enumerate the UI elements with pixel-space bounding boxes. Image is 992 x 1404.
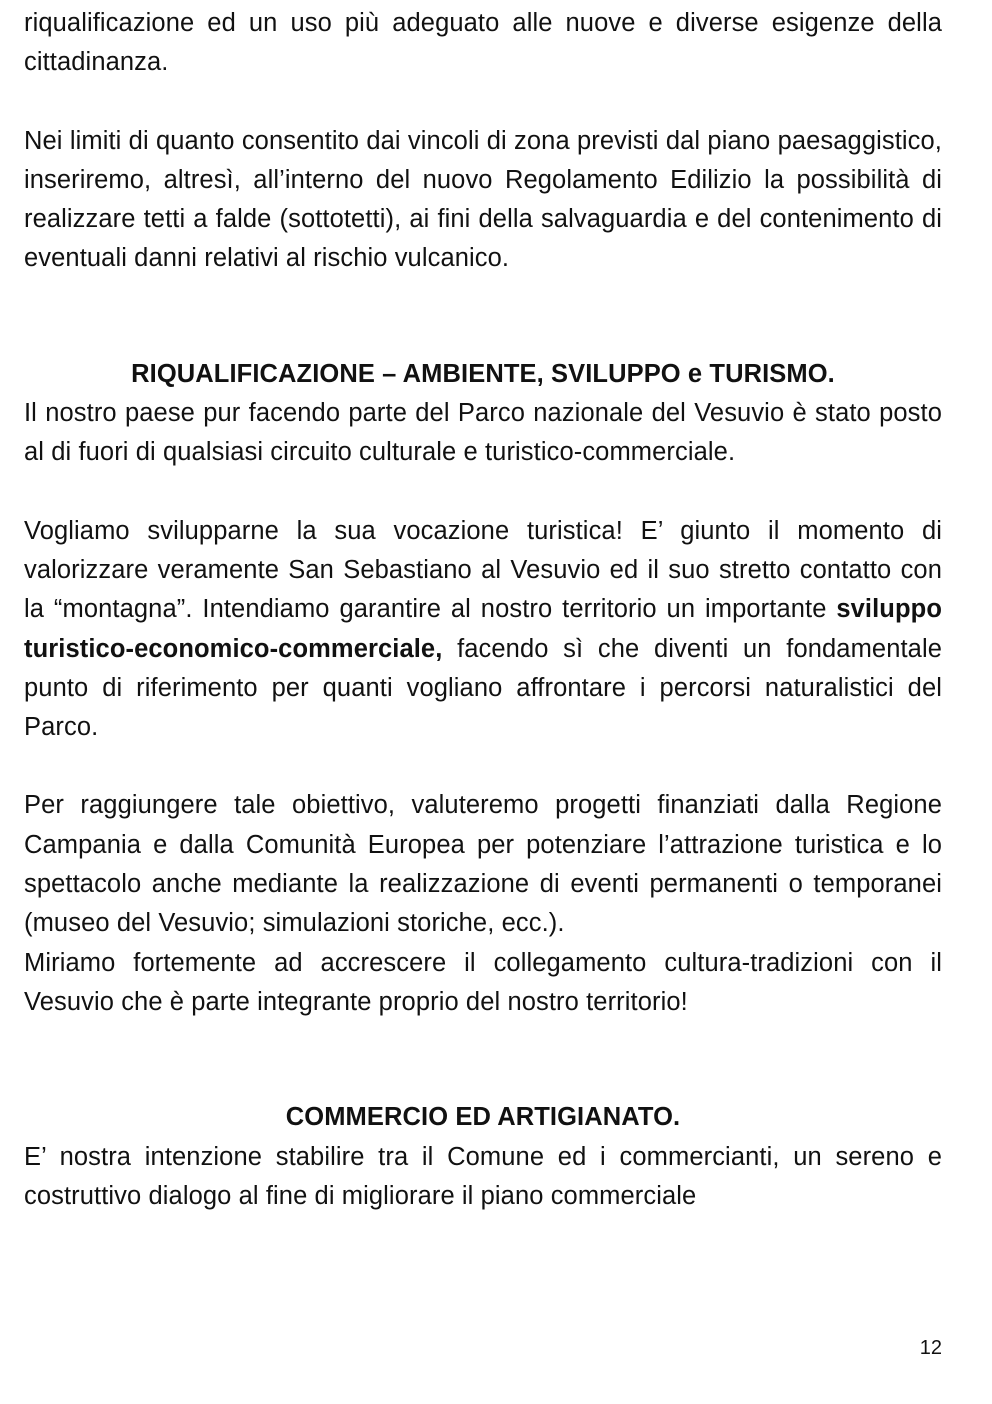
tourism-text-before: Vogliamo svilupparne la sua vocazione turistica! E’ giunto il momento di valorizzare veramente San Sebastiano al Vesuvio ed il suo stretto contatto con la “montagna”. Intendiamo garantire al nostro territorio un importante — [24, 516, 942, 624]
paragraph-building-regulation: Nei limiti di quanto consentito dai vincoli di zona previsti dal piano paesaggistico, inseriremo, altresì, all’interno del nuovo Regolamento Edilizio la possibilità di realizzare tetti a falde (sottotetti), ai fini della salvaguardia e del contenimento di eventuali danni relativi al rischio vulcanico. — [24, 126, 942, 273]
paragraph-intro-continuation: riqualificazione ed un uso più adeguato alle nuove e diverse esigenze della cittadinanza. — [24, 9, 942, 77]
section-heading-environment-tourism: RIQUALIFICAZIONE – AMBIENTE, SVILUPPO e TURISMO. — [131, 359, 835, 388]
paragraph-commerce-dialogue: E’ nostra intenzione stabilire tra il Comune ed i commercianti, un sereno e costruttivo dialogo al fine di migliorare il piano commerciale — [24, 1142, 942, 1210]
tourism-bold-phrase: sviluppo turistico-economico-commerciale, — [24, 595, 942, 663]
section-heading-commerce-crafts: COMMERCIO ED ARTIGIANATO. — [285, 1103, 681, 1132]
tourism-text-after: facendo sì che diventi un fondamentale punto di riferimento per quanti vogliano affrontare i percorsi naturalistici del Parco. — [24, 634, 942, 742]
paragraph-culture-tradition: Miriamo fortemente ad accrescere il collegamento cultura-tradizioni con il Vesuvio che è parte integrante proprio del nostro territorio! — [24, 948, 942, 1016]
paragraph-park-context: Il nostro paese pur facendo parte del Parco nazionale del Vesuvio è stato posto al di fuori di qualsiasi circuito culturale e turistico-commerciale. — [24, 399, 942, 467]
page-number: 12 — [919, 1337, 942, 1359]
paragraph-funded-projects: Per raggiungere tale obiettivo, valuteremo progetti finanziati dalla Regione Campania e dalla Comunità Europea per potenziare l’attrazione turistica e lo spettacolo anche mediante la realizzazione di eventi permanenti o temporanei (museo del Vesuvio; simulazioni storiche, ecc.). — [24, 791, 942, 938]
document-page — [24, 4, 942, 1216]
paragraph-tourism-vocation — [24, 512, 942, 748]
